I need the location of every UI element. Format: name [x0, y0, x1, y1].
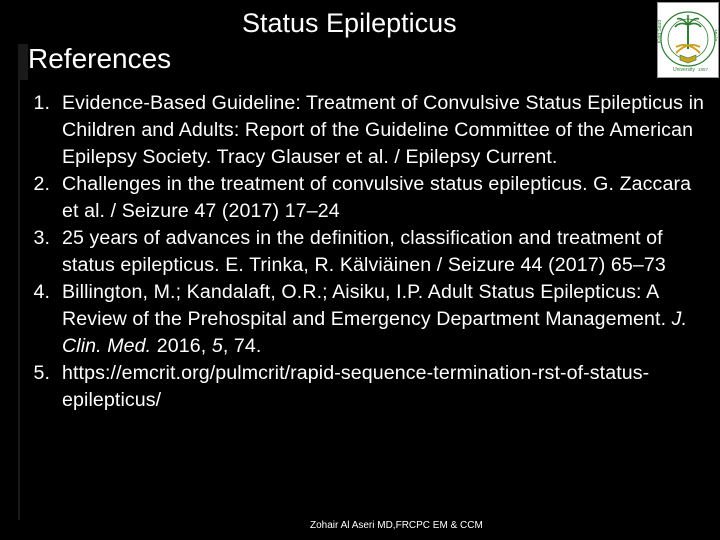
reference-text: Evidence-Based Guideline: Treatment of Convulsive Status Epilepticus in Children and Adults: Report of the Guideline Committee of the American Epilepsy Society. Tracy Glauser et al. / Epilepsy Current. — [62, 92, 705, 168]
logo-text-top: King Saud — [657, 19, 663, 43]
accent-bar — [18, 44, 28, 80]
reference-item-1 — [0, 90, 712, 171]
reference-item-5 — [0, 360, 712, 414]
reference-text-after: , 74. — [222, 335, 262, 357]
slide-title: Status Epilepticus — [242, 8, 457, 38]
section-heading: References — [28, 43, 172, 74]
reference-text: 25 years of advances in the definition, classification and treatment of status epilepticus. E. Trinka, R. Kälviäinen / Seizure 44 (2017) 65–73 — [62, 227, 666, 276]
logo-year: 1957 — [698, 67, 709, 72]
reference-number: 4. — [33, 281, 50, 303]
reference-journal: J. Clin. Med. — [62, 308, 688, 357]
university-crest-icon — [657, 2, 719, 78]
reference-number: 3. — [33, 227, 50, 249]
logo-graphic — [658, 3, 718, 77]
reference-number: 1. — [33, 92, 50, 114]
reference-text: Challenges in the treatment of convulsive status epilepticus. G. Zaccara et al. / Seizure 47 (2017) 17–24 — [62, 173, 692, 222]
reference-number: 5. — [33, 362, 50, 384]
reference-url: https://emcrit.org/pulmcrit/rapid-sequence-termination-rst-of-status-epilepticus/ — [62, 362, 650, 411]
reference-number: 2. — [33, 173, 50, 195]
svg-text:جامعة: جامعة — [713, 29, 719, 42]
reference-item-4 — [0, 279, 712, 360]
reference-volume: 5 — [211, 335, 223, 357]
reference-item-3 — [0, 225, 712, 279]
reference-text-before: Billington, M.; Kandalaft, O.R.; Aisiku, I.P. Adult Status Epilepticus: A Review of the Prehospital and Emergency Department Management. — [62, 281, 672, 330]
logo-text-bottom: University — [673, 67, 695, 73]
reference-year: 2016, — [151, 335, 212, 357]
reference-list — [0, 90, 712, 414]
reference-item-2 — [0, 171, 712, 225]
footer-author: Zohair Al Aseri MD,FRCPC EM & CCM — [310, 520, 483, 531]
